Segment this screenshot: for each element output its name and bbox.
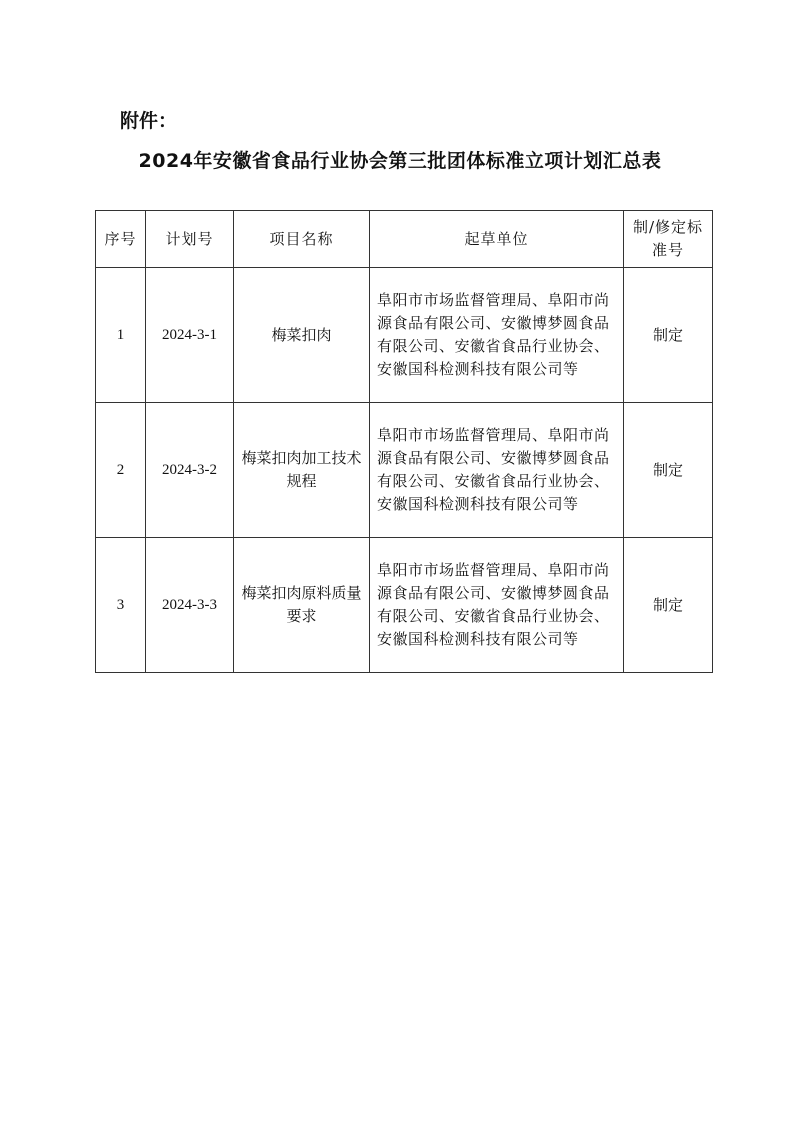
attachment-label: 附件： bbox=[120, 110, 178, 132]
header-project-name: 项目名称 bbox=[234, 211, 370, 268]
header-drafting-units: 起草单位 bbox=[370, 211, 624, 268]
row-index: 3 bbox=[96, 538, 146, 673]
table-header-row bbox=[96, 211, 713, 268]
page-title: 2024年安徽省食品行业协会第三批团体标准立项计划汇总表 bbox=[138, 150, 662, 172]
row-standard-type: 制定 bbox=[624, 268, 713, 403]
row-index: 2 bbox=[96, 403, 146, 538]
row-index: 1 bbox=[96, 268, 146, 403]
row-standard-type: 制定 bbox=[624, 403, 713, 538]
row-project-name: 梅菜扣肉加工技术规程 bbox=[234, 403, 370, 538]
header-index: 序号 bbox=[96, 211, 146, 268]
row-project-name: 梅菜扣肉原料质量要求 bbox=[234, 538, 370, 673]
header-plan-no: 计划号 bbox=[146, 211, 234, 268]
header-standard-type: 制/修定标准号 bbox=[624, 211, 713, 268]
table-row bbox=[96, 403, 713, 538]
row-drafting-units: 阜阳市市场监督管理局、阜阳市尚源食品有限公司、安徽博梦圆食品有限公司、安徽省食品行业协会、安徽国科检测科技有限公司等 bbox=[370, 403, 624, 538]
row-drafting-units: 阜阳市市场监督管理局、阜阳市尚源食品有限公司、安徽博梦圆食品有限公司、安徽省食品行业协会、安徽国科检测科技有限公司等 bbox=[370, 268, 624, 403]
row-plan-no: 2024-3-3 bbox=[146, 538, 234, 673]
table-row bbox=[96, 268, 713, 403]
table-row bbox=[96, 538, 713, 673]
row-plan-no: 2024-3-1 bbox=[146, 268, 234, 403]
row-drafting-units: 阜阳市市场监督管理局、阜阳市尚源食品有限公司、安徽博梦圆食品有限公司、安徽省食品行业协会、安徽国科检测科技有限公司等 bbox=[370, 538, 624, 673]
plan-summary-table bbox=[95, 210, 713, 673]
row-standard-type: 制定 bbox=[624, 538, 713, 673]
row-project-name: 梅菜扣肉 bbox=[234, 268, 370, 403]
row-plan-no: 2024-3-2 bbox=[146, 403, 234, 538]
